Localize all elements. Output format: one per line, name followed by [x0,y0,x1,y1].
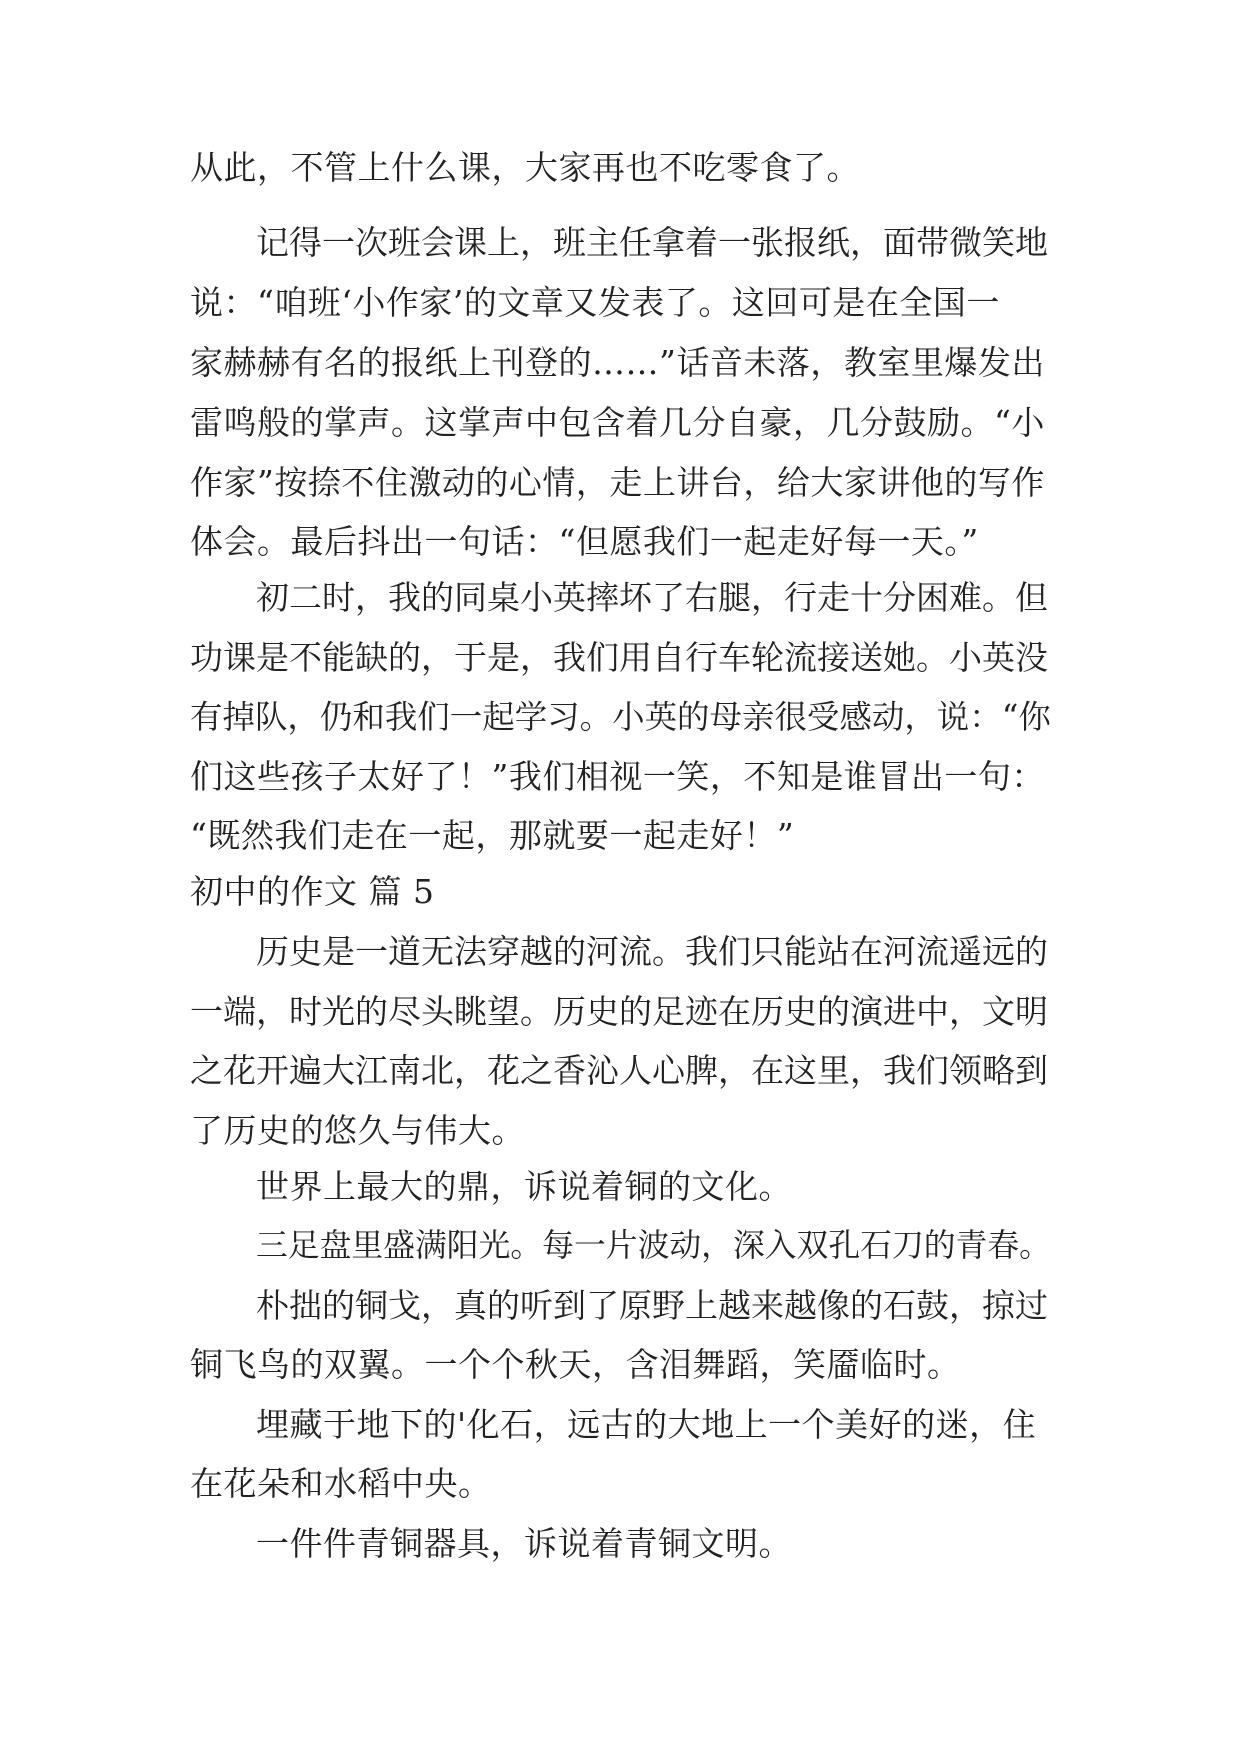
text-line: 体会。最后抖出一句话：“但愿我们一起走好每一天。” [190,522,979,561]
text-line: 家赫赫有名的报纸上刊登的……”话音未落，教室里爆发出 [190,343,1045,382]
text-line: 了历史的悠久与伟大。 [190,1111,525,1150]
text-line: 之花开遍大江南北，花之香沁人心脾，在这里，我们领略到 [190,1051,1048,1090]
text-line: 有掉队，仍和我们一起学习。小英的母亲很受感动，说：“你 [190,698,1051,736]
text-line: 一端，时光的尽头眺望。历史的足迹在历史的演进中，文明 [190,992,1048,1031]
text-line: 雷鸣般的掌声。这掌声中包含着几分自豪，几分鼓励。“小 [190,403,1045,442]
text-line: 朴拙的铜戈，真的听到了原野上越来越像的石鼓，掠过 [256,1286,1048,1325]
text-line: 在花朵和水稻中央。 [190,1464,492,1503]
text-line: 说：“咱班‘小作家’的文章又发表了。这回可是在全国一 [190,283,1000,322]
text-line: 历史是一道无法穿越的河流。我们只能站在河流遥远的 [256,932,1048,971]
text-line: 三足盘里盛满阳光。每一片波动，深入双孔石刀的青春。 [256,1227,1051,1264]
text-line: 初二时，我的同桌小英摔坏了右腿，行走十分困难。但 [256,578,1048,617]
text-line: 埋藏于地下的'化石，远古的大地上一个美好的迷，住 [256,1405,1037,1444]
section-heading: 初中的作文 篇 5 [190,872,435,911]
text-line: 从此，不管上什么课，大家再也不吃零食了。 [190,148,860,187]
text-line: 铜飞鸟的双翼。一个个秋天，含泪舞蹈，笑靥临时。 [190,1345,961,1384]
text-line: 功课是不能缺的，于是，我们用自行车轮流接送她。小英没 [190,638,1048,677]
text-line: 记得一次班会课上，班主任拿着一张报纸，面带微笑地 [256,223,1048,262]
text-line: 们这些孩子太好了！”我们相视一笑，不知是谁冒出一句： [190,757,1045,796]
text-line: 一件件青铜器具，诉说着青铜文明。 [256,1524,792,1563]
text-line: 世界上最大的鼎，诉说着铜的文化。 [256,1167,792,1206]
text-line: 作家”按捺不住激动的心情，走上讲台，给大家讲他的写作 [190,463,1045,502]
text-line: “既然我们走在一起，那就要一起走好！” [190,816,795,855]
